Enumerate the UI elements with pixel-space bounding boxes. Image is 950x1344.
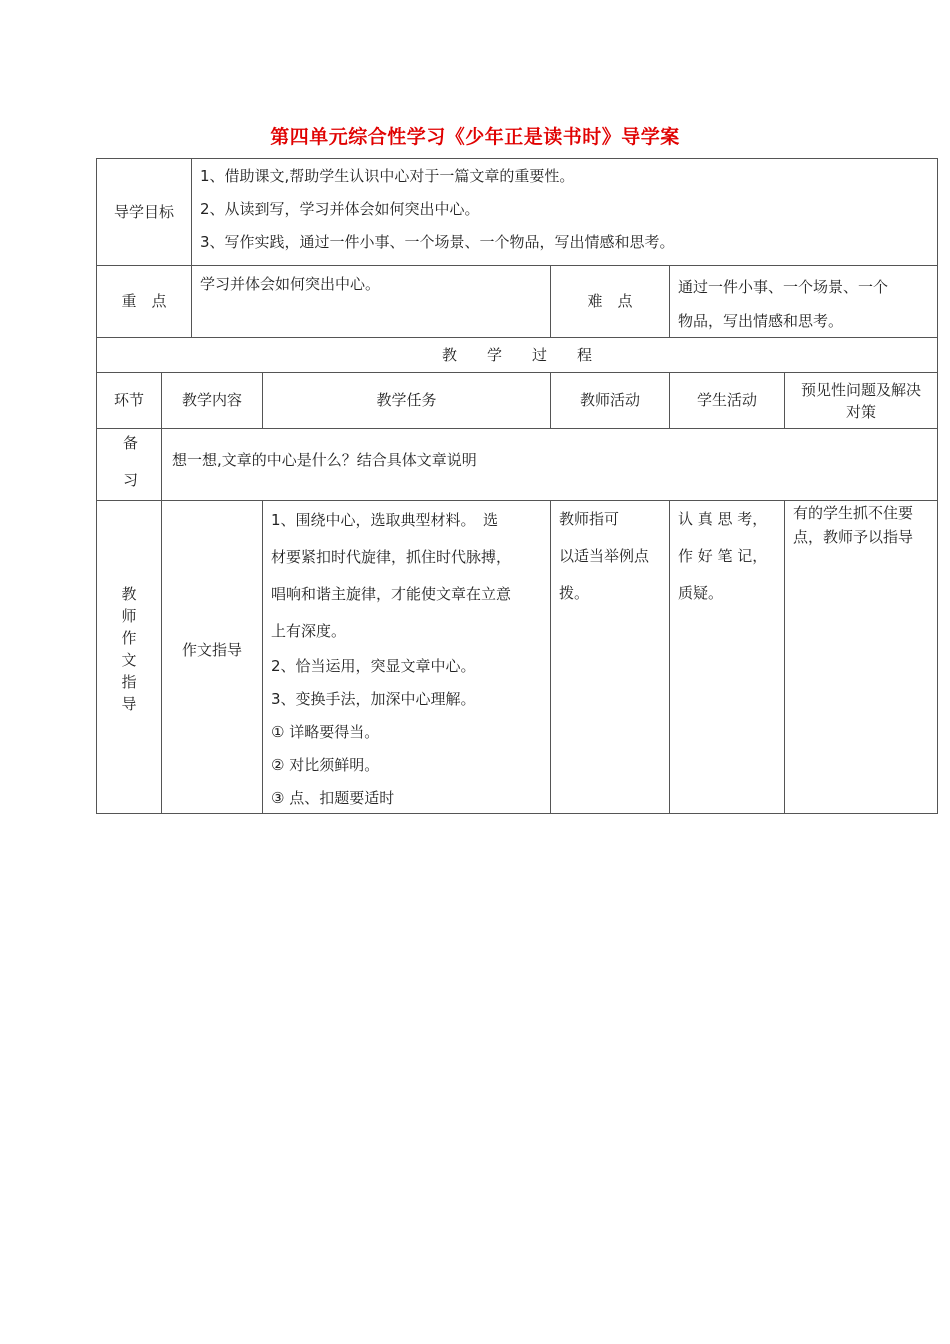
difficulty-content: 通过一件小事、一个场景、一个 物品，写出情感和思考。 — [670, 266, 938, 338]
goal-item: 1、借助课文,帮助学生认识中心对于一篇文章的重要性。 — [200, 167, 575, 185]
review-content: 想一想,文章的中心是什么？结合具体文章说明 — [162, 429, 938, 501]
goal-item: 2、从读到写，学习并体会如何突出中心。 — [200, 200, 480, 218]
header-problems: 预见性问题及解决对策 — [785, 373, 938, 429]
header-content: 教学内容 — [162, 373, 263, 429]
focus-label: 重 点 — [97, 266, 192, 338]
header-student: 学生活动 — [670, 373, 785, 429]
goals-label: 导学目标 — [97, 159, 192, 266]
focus-content: 学习并体会如何突出中心。 — [192, 266, 551, 338]
header-task: 教学任务 — [263, 373, 551, 429]
header-teacher: 教师活动 — [551, 373, 670, 429]
goals-content — [192, 159, 938, 266]
guidance-student: 认 真 思 考， 作 好 笔 记， 质疑。 — [670, 501, 785, 814]
review-label: 备 习 — [97, 429, 162, 501]
guidance-problems: 有的学生抓不住要 点，教师予以指导 — [785, 501, 938, 814]
page-title: 第四单元综合性学习《少年正是读书时》导学案 — [270, 126, 680, 148]
process-label: 教 学 过 程 — [97, 338, 938, 373]
header-stage: 环节 — [97, 373, 162, 429]
guidance-stage: 教 师 作 文 指 导 — [97, 501, 162, 814]
guidance-content: 作文指导 — [162, 501, 263, 814]
lesson-plan-table — [96, 158, 938, 814]
difficulty-label: 难 点 — [551, 266, 670, 338]
guidance-tasks: 1、围绕中心，选取典型材料。 选 材要紧扣时代旋律，抓住时代脉搏， 唱响和谐主旋律，才能使文章在立意 上有深度。 2、恰当运用，突显文章中心。 3、变换手法，加深中心理解。 ① 详略要得当。 ② 对比须鲜明。 ③ 点、扣题要适时 — [263, 501, 551, 814]
guidance-teacher: 教师指可 以适当举例点 拨。 — [551, 501, 670, 814]
goal-item: 3、写作实践，通过一件小事、一个场景、一个物品，写出情感和思考。 — [200, 233, 675, 251]
